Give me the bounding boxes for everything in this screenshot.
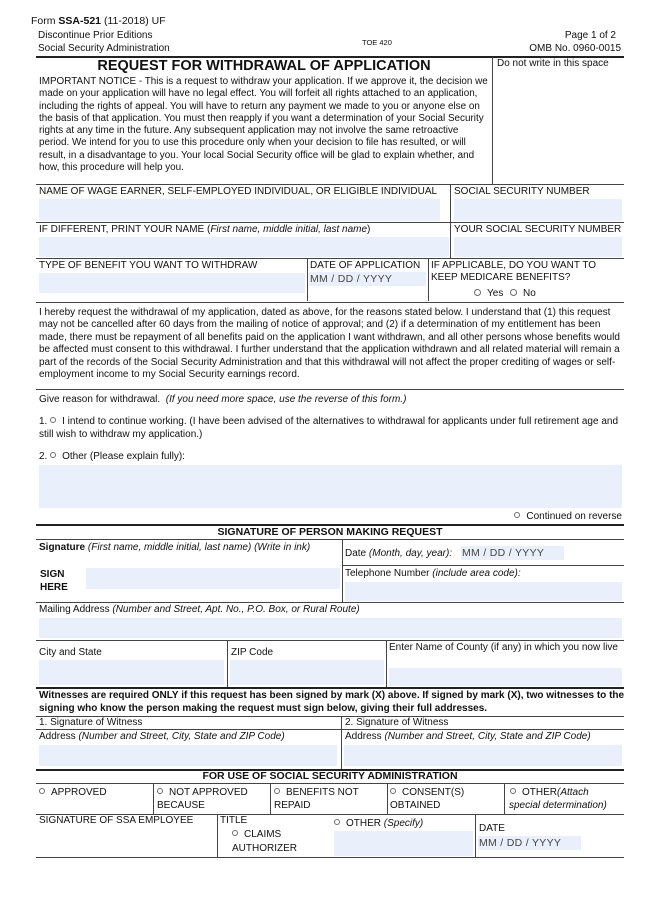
radio-icon[interactable] bbox=[39, 788, 45, 794]
other-attach-option[interactable]: OTHER(Attach bbox=[510, 788, 589, 798]
signature-section-title: SIGNATURE OF PERSON MAKING REQUEST bbox=[217, 526, 443, 538]
rule bbox=[36, 783, 624, 784]
rule bbox=[36, 602, 624, 603]
other-attach-line2: special determination) bbox=[509, 800, 607, 811]
telephone-label: Telephone Number (include area code): bbox=[345, 568, 521, 579]
section-rule bbox=[36, 687, 624, 689]
divider bbox=[153, 784, 154, 814]
title-label: TITLE bbox=[220, 815, 248, 826]
date-label: Date (Month, day, year): bbox=[345, 548, 453, 559]
signature-date-field[interactable]: MM / DD / YYYY bbox=[461, 546, 564, 560]
radio-icon[interactable] bbox=[50, 417, 56, 423]
form-title: REQUEST FOR WITHDRAWAL OF APPLICATION bbox=[97, 58, 431, 74]
rule bbox=[36, 640, 624, 641]
form-number: Form SSA-521 (11-2018) UF bbox=[31, 15, 166, 27]
rule bbox=[36, 222, 624, 223]
toe-code: TOE 420 bbox=[362, 38, 392, 47]
consent-obtained-line2: OBTAINED bbox=[390, 800, 441, 811]
witness-2-signature-label: 2. Signature of Witness bbox=[345, 717, 449, 728]
divider bbox=[270, 784, 271, 814]
witness-2-address-label: Address (Number and Street, City, State and ZIP Code) bbox=[345, 731, 591, 742]
approved-option[interactable]: APPROVED bbox=[39, 788, 107, 798]
application-date-label: DATE OF APPLICATION bbox=[310, 260, 421, 271]
omb-number: OMB No. 0960-0015 bbox=[529, 43, 621, 54]
telephone-field[interactable] bbox=[345, 582, 622, 601]
medicare-no-option[interactable]: No bbox=[510, 289, 536, 299]
radio-icon[interactable] bbox=[390, 788, 396, 794]
discontinue-notice: Discontinue Prior Editions bbox=[38, 30, 153, 41]
mailing-address-field[interactable] bbox=[39, 618, 622, 638]
here-text: HERE bbox=[40, 582, 68, 593]
divider bbox=[307, 259, 308, 301]
reason-option-1[interactable]: 1. I intend to continue working. (I have been advised of the alternatives to withdrawal for applicants under full retirement age and still wish to withdraw my application.) bbox=[39, 416, 619, 440]
divider bbox=[450, 223, 451, 259]
city-state-field[interactable] bbox=[39, 660, 224, 685]
medicare-question-line2: KEEP MEDICARE BENEFITS? bbox=[431, 272, 571, 283]
radio-icon[interactable] bbox=[274, 788, 280, 794]
mailing-address-label: Mailing Address (Number and Street, Apt. No., P.O. Box, or Rural Route) bbox=[39, 604, 360, 615]
office-use-label: Do not write in this space bbox=[497, 58, 609, 69]
benefits-not-repaid-line2: REPAID bbox=[274, 800, 311, 811]
ssn-label: SOCIAL SECURITY NUMBER bbox=[454, 186, 590, 197]
important-notice: IMPORTANT NOTICE - This is a request to withdraw your application. If we approve it, the decision we made on your application will have no legal effect. You will forfeit all rights attached to an application, including the rights of appeal. You will have to return any payment we made to you or anyone else on the basis of that application. You must then reapply if you want a determination of your Social Security rights at any time in the future. Any subsequent application may not involve the same retroactive period. We intend for you to use this procedure only when your decision to file has resulted, or will result, in a disadvantage to you. Your local Social Security office will be glad to explain whether, and how, this procedure will help you. bbox=[39, 76, 488, 174]
rule bbox=[342, 565, 624, 566]
divider bbox=[342, 540, 343, 602]
divider bbox=[227, 641, 228, 687]
not-approved-option[interactable]: NOT APPROVED bbox=[157, 788, 248, 798]
rule bbox=[36, 729, 624, 730]
radio-icon[interactable] bbox=[474, 289, 481, 296]
other-specify-field[interactable] bbox=[334, 831, 473, 856]
your-ssn-label: YOUR SOCIAL SECURITY NUMBER bbox=[454, 224, 622, 235]
benefit-type-field[interactable] bbox=[39, 273, 305, 293]
witness-1-address-field[interactable] bbox=[39, 745, 337, 766]
divider bbox=[386, 641, 387, 687]
county-field[interactable] bbox=[389, 668, 622, 686]
agency-name: Social Security Administration bbox=[38, 43, 170, 54]
consent-obtained-option[interactable]: CONSENT(S) bbox=[390, 788, 464, 798]
reason-prompt: Give reason for withdrawal. (If you need more space, use the reverse of this form.) bbox=[39, 394, 407, 405]
divider bbox=[504, 784, 505, 814]
signature-label: Signature (First name, middle initial, last name) (Write in ink) bbox=[39, 542, 311, 553]
radio-icon[interactable] bbox=[514, 512, 520, 518]
wage-earner-label: NAME OF WAGE EARNER, SELF-EMPLOYED INDIVIDUAL, OR ELIGIBLE INDIVIDUAL bbox=[39, 186, 438, 197]
rule bbox=[36, 857, 624, 858]
ssa-date-label: DATE bbox=[479, 823, 505, 834]
ssn-field[interactable] bbox=[454, 199, 622, 221]
rule bbox=[36, 258, 624, 259]
zip-label: ZIP Code bbox=[231, 647, 274, 658]
application-date-field[interactable]: MM / DD / YYYY bbox=[309, 272, 426, 286]
divider bbox=[341, 716, 342, 769]
other-specify-option[interactable]: OTHER (Specify) bbox=[334, 819, 423, 829]
withdrawal-statement: I hereby request the withdrawal of my application, dated as above, for the reasons stated below. I understand that (1) this request may not be cancelled after 60 days from the mailing of notice of approval; and (2) if a determination of my entitlement has been made, there must be repayment of all benefits paid on the application I want withdrawn, and all other persons whose benefits would be affected must consent to this withdrawal. I further understand that the application withdrawn and all related material will remain a part of the records of the Social Security Administration and that this withdrawal will not affect the proper crediting of wages or self-employment income to my Social Security earnings record. bbox=[39, 307, 620, 381]
radio-icon[interactable] bbox=[50, 452, 56, 458]
claims-authorizer-option[interactable]: CLAIMS bbox=[232, 830, 281, 840]
medicare-yes-option[interactable]: Yes bbox=[474, 289, 503, 299]
wage-earner-name-field[interactable] bbox=[39, 199, 440, 221]
divider bbox=[450, 185, 451, 223]
claims-authorizer-line2: AUTHORIZER bbox=[232, 843, 297, 854]
ssa-employee-signature-label: SIGNATURE OF SSA EMPLOYEE bbox=[39, 815, 194, 826]
page-number: Page 1 of 2 bbox=[564, 30, 616, 41]
divider bbox=[475, 815, 476, 858]
zip-field[interactable] bbox=[230, 660, 384, 685]
radio-icon[interactable] bbox=[232, 830, 238, 836]
sign-text: SIGN bbox=[40, 569, 65, 580]
rule bbox=[36, 539, 624, 540]
witness-1-signature-label: 1. Signature of Witness bbox=[39, 717, 143, 728]
city-state-label: City and State bbox=[39, 647, 102, 658]
witness-2-address-field[interactable] bbox=[344, 745, 622, 766]
radio-icon[interactable] bbox=[510, 788, 516, 794]
rule bbox=[36, 184, 624, 185]
medicare-question-line1: IF APPLICABLE, DO YOU WANT TO bbox=[431, 260, 597, 271]
benefit-type-label: TYPE OF BENEFIT YOU WANT TO WITHDRAW bbox=[39, 260, 258, 271]
signature-field[interactable] bbox=[86, 568, 340, 589]
your-name-field[interactable] bbox=[39, 237, 449, 257]
your-ssn-field[interactable] bbox=[454, 237, 622, 257]
not-approved-option-line2: BECAUSE bbox=[157, 800, 205, 811]
rule bbox=[36, 302, 624, 303]
if-different-label: IF DIFFERENT, PRINT YOUR NAME (First name, middle initial, last name) bbox=[39, 224, 371, 235]
benefits-not-repaid-option[interactable]: BENEFITS NOT bbox=[274, 788, 359, 798]
divider bbox=[387, 784, 388, 814]
radio-icon[interactable] bbox=[510, 289, 517, 296]
divider bbox=[428, 259, 429, 301]
reason-option-2[interactable]: 2. Other (Please explain fully): bbox=[39, 451, 185, 462]
ssa-date-field[interactable]: MM / DD / YYYY bbox=[478, 836, 581, 850]
rule bbox=[36, 389, 624, 390]
divider bbox=[217, 815, 218, 858]
county-label: Enter Name of County (if any) in which you now live bbox=[389, 642, 618, 653]
ssa-use-title: FOR USE OF SOCIAL SECURITY ADMINISTRATION bbox=[202, 770, 458, 782]
continued-on-reverse-option[interactable]: Continued on reverse bbox=[514, 512, 622, 522]
divider bbox=[492, 57, 493, 185]
radio-icon[interactable] bbox=[334, 819, 340, 825]
witness-1-address-label: Address (Number and Street, City, State and ZIP Code) bbox=[39, 731, 285, 742]
witness-notice: Witnesses are required ONLY if this request has been signed by mark (X) above. If signed by mark (X), two witnesses to the signing who know the person making the request must sign below, giving their full addresses. bbox=[39, 690, 625, 714]
radio-icon[interactable] bbox=[157, 788, 163, 794]
other-reason-field[interactable] bbox=[39, 465, 622, 508]
